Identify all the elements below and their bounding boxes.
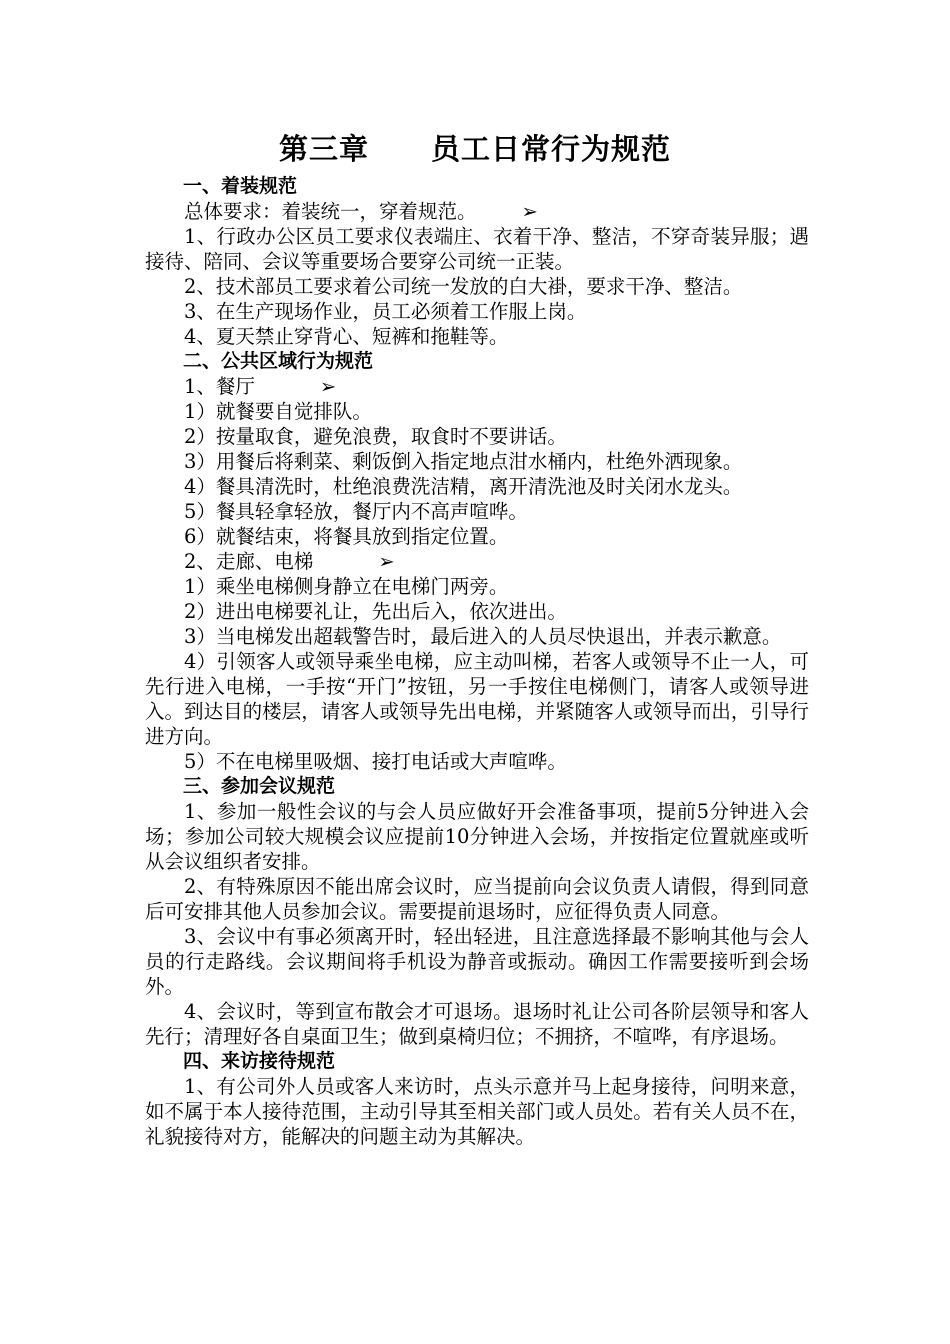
document-body (145, 174, 809, 1149)
meeting-item: 3、会议中有事必须离开时，轻出轻进，且注意选择最不影响其他与会人员的行走路线。会议期间将手机设为静音或振动。确因工作需要接听到会场外。 (145, 925, 809, 998)
chapter-name: 员工日常行为规范 (431, 132, 672, 166)
section-heading-visitor: 四、来访接待规范 (183, 1050, 336, 1072)
canteen-item: 6）就餐结束，将餐具放到指定位置。 (184, 525, 509, 548)
elevator-item: 4）引领客人或领导乘坐电梯，应主动叫梯，若客人或领导不止一人，可先行进入电梯，一手按“开门”按钮，另一手按住电梯侧门，请客人或领导进入。到达目的楼层，请客人或领导先出电梯，并紧随客人或领导而出，引导行进方向。 (145, 650, 809, 748)
section-heading-meeting: 三、参加会议规范 (183, 775, 336, 797)
elevator-item: 1）乘坐电梯侧身静立在电梯门两旁。 (184, 575, 509, 598)
dress-item: 3、在生产现场作业，员工必须着工作服上岗。 (184, 300, 587, 323)
canteen-item: 1）就餐要自觉排队。 (184, 400, 372, 423)
meeting-item: 2、有特殊原因不能出席会议时，应当提前向会议负责人请假，得到同意后可安排其他人员参加会议。需要提前退场时，应征得负责人同意。 (145, 875, 809, 923)
arrow-bullet-icon: ➢ (319, 375, 337, 398)
elevator-item: 3）当电梯发出超载警告时，最后进入的人员尽快退出，并表示歉意。 (184, 625, 782, 648)
arrow-bullet-icon: ➢ (521, 200, 538, 223)
canteen-item: 2）按量取食，避免浪费，取食时不要讲话。 (184, 425, 567, 448)
meeting-item: 1、参加一般性会议的与会人员应做好开会准备事项，提前5分钟进入会场；参加公司较大规模会议应提前10分钟进入会场，并按指定位置就座或听从会议组织者安排。 (145, 800, 809, 873)
canteen-item: 3）用餐后将剩菜、剩饭倒入指定地点泔水桶内，杜绝外洒现象。 (184, 450, 743, 473)
canteen-item: 5）餐具轻拿轻放，餐厅内不高声喧哗。 (184, 500, 528, 523)
dress-intro: 总体要求：着装统一，穿着规范。 ➢ (184, 200, 538, 223)
dress-item: 1、行政办公区员工要求仪表端庄、衣着干净、整洁，不穿奇装异服；遇接待、陪同、会议等重要场合要穿公司统一正装。 (145, 225, 809, 273)
elevator-item: 2）进出电梯要礼让，先出后入，依次进出。 (184, 600, 567, 623)
elevator-title: 2、走廊、电梯 ➢ (184, 550, 395, 573)
canteen-item: 4）餐具清洗时，杜绝浪费洗洁精，离开清洗池及时关闭水龙头。 (184, 475, 743, 498)
dress-item: 4、夏天禁止穿背心、短裤和拖鞋等。 (184, 325, 509, 348)
meeting-item: 4、会议时，等到宣布散会才可退场。退场时礼让公司各阶层领导和客人先行；清理好各自桌面卫生；做到桌椅归位；不拥挤，不喧哗，有序退场。 (145, 1000, 809, 1048)
dress-item: 2、技术部员工要求着公司统一发放的白大褂，要求干净、整洁。 (184, 275, 743, 298)
visitor-item: 1、有公司外人员或客人来访时，点头示意并马上起身接待，问明来意，如不属于本人接待范围，主动引导其至相关部门或人员处。若有关人员不在，礼貌接待对方，能解决的问题主动为其解决。 (145, 1075, 809, 1148)
section-heading-public: 二、公共区域行为规范 (183, 350, 374, 372)
arrow-bullet-icon: ➢ (378, 550, 395, 573)
chapter-title (0, 127, 950, 171)
chapter-number: 第三章 (278, 132, 369, 166)
elevator-item: 5）不在电梯里吸烟、接打电话或大声喧哗。 (184, 750, 567, 773)
section-heading-dress: 一、着装规范 (183, 175, 298, 197)
canteen-title: 1、餐厅 ➢ (184, 375, 337, 398)
